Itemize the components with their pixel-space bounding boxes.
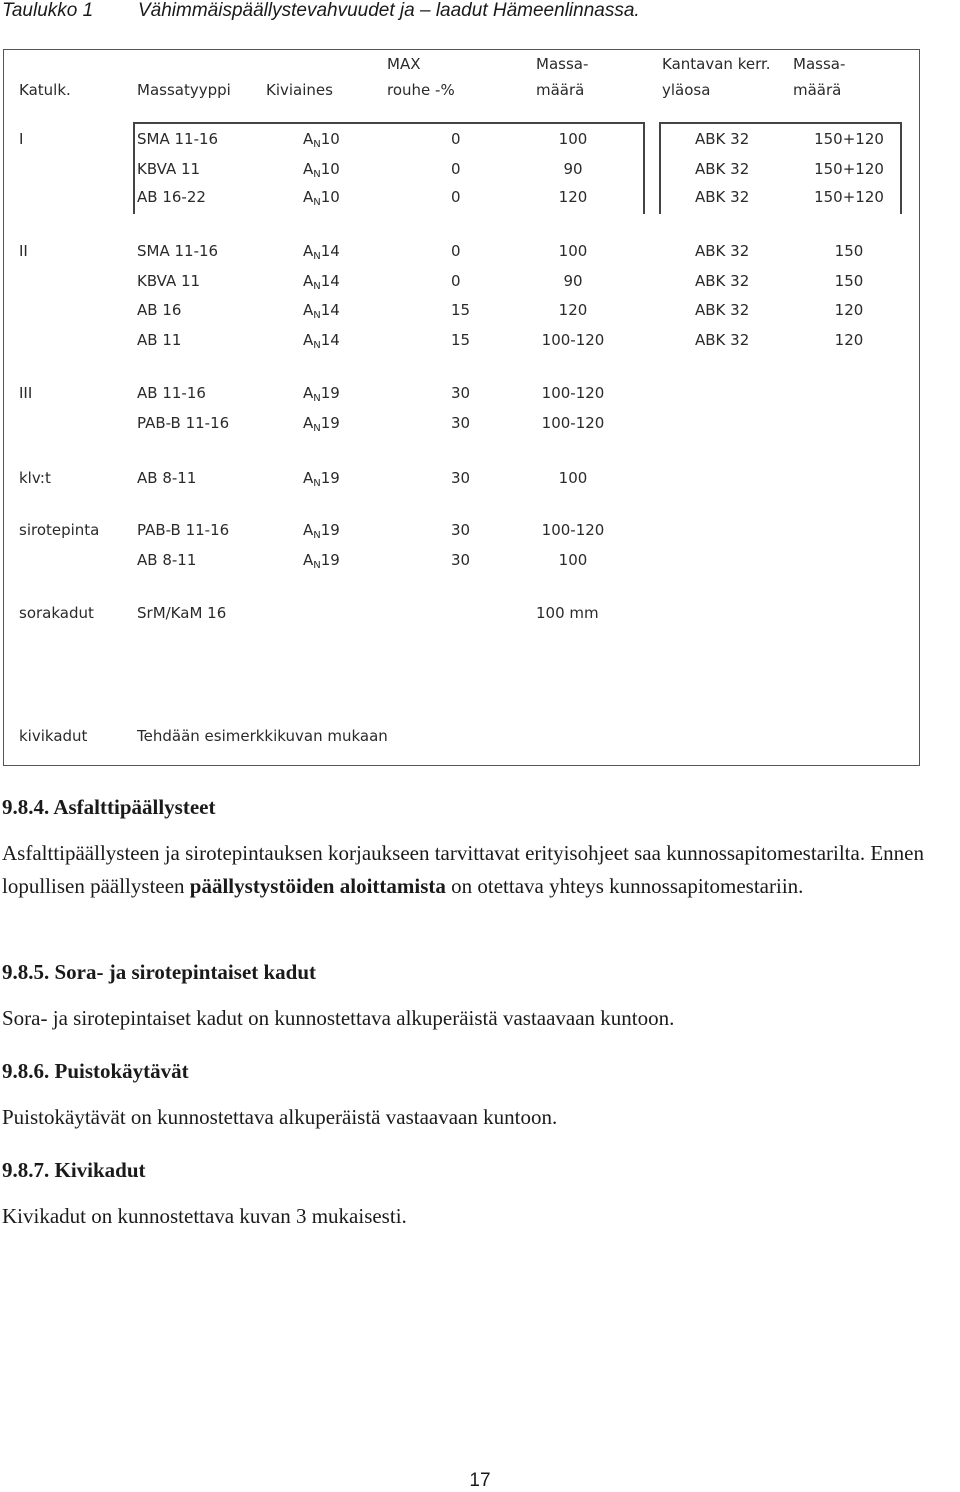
cell-massatyyppi: PAB-B 11-16 [137, 414, 230, 432]
cell-massamaara: 120 [558, 301, 588, 319]
cell-massatyyppi: KBVA 11 [137, 160, 201, 178]
aggregate-letter: A [303, 242, 314, 260]
cell-rouhe: 0 [451, 242, 461, 260]
frame-line [900, 122, 902, 214]
cell-kantava: ABK 32 [695, 242, 750, 260]
cell-rouhe: 0 [451, 272, 461, 290]
cell-kiviaines [303, 469, 340, 487]
page-number: 17 [469, 1470, 491, 1491]
aggregate-number: 19 [320, 414, 340, 432]
header-max-line1: MAX [387, 55, 421, 73]
cell-massamaara: 90 [563, 272, 583, 290]
aggregate-letter: A [303, 551, 314, 569]
cell-massamaara2: 150 [834, 242, 864, 260]
cell-kantava: ABK 32 [695, 188, 750, 206]
section-heading-986: 9.8.6. Puistokäytävät [2, 1059, 189, 1083]
header-kantava-line1: Kantavan kerr. [662, 55, 771, 73]
aggregate-subscript: N [313, 281, 321, 292]
aggregate-number: 19 [320, 384, 340, 402]
aggregate-number: 14 [320, 331, 340, 349]
header-katulk: Katulk. [19, 81, 71, 99]
cell-kiviaines [303, 521, 340, 539]
cell-massatyyppi: SMA 11-16 [137, 242, 219, 260]
cell-rouhe: 30 [451, 414, 471, 432]
cell-massatyyppi: KBVA 11 [137, 272, 201, 290]
cell-massamaara: 100 [558, 242, 588, 260]
cell-massamaara2: 120 [834, 301, 864, 319]
cell-massatyyppi: AB 11-16 [137, 384, 206, 402]
class-label-I: I [19, 130, 24, 148]
cell-massamaara2: 120 [834, 331, 864, 349]
cell-massamaara: 120 [558, 188, 588, 206]
aggregate-number: 10 [320, 160, 340, 178]
frame-line [133, 122, 135, 214]
header-massa-line1: Massa- [536, 55, 589, 73]
aggregate-subscript: N [313, 393, 321, 404]
header-massa-line2: määrä [536, 81, 585, 99]
cell-kantava: ABK 32 [695, 331, 750, 349]
cell-kiviaines [303, 160, 340, 178]
cell-kantava: ABK 32 [695, 130, 750, 148]
caption-title: Vähimmäispäällystevahvuudet ja – laadut Hämeenlinnassa. [138, 0, 640, 21]
aggregate-subscript: N [313, 560, 321, 571]
aggregate-number: 19 [320, 551, 340, 569]
header-kantava-line2: yläosa [662, 81, 711, 99]
aggregate-subscript: N [313, 251, 321, 262]
class-label-sirotepinta: sirotepinta [19, 521, 100, 539]
aggregate-letter: A [303, 188, 314, 206]
cell-rouhe: 30 [451, 551, 471, 569]
cell-rouhe: 0 [451, 160, 461, 178]
aggregate-number: 10 [320, 188, 340, 206]
frame-line [133, 122, 645, 124]
cell-rouhe: 30 [451, 521, 471, 539]
section-heading-984: 9.8.4. Asfalttipäällysteet [2, 795, 216, 819]
cell-kiviaines [303, 331, 340, 349]
class-label-kivikadut: kivikadut [19, 727, 88, 745]
cell-massamaara2: 150+120 [814, 130, 884, 148]
aggregate-subscript: N [313, 423, 321, 434]
frame-line [659, 122, 661, 214]
cell-kantava: ABK 32 [695, 301, 750, 319]
header-massatyyppi: Massatyyppi [137, 81, 231, 99]
class-label-sorakadut: sorakadut [19, 604, 94, 622]
cell-massamaara: 100 [558, 469, 588, 487]
section-paragraph-985: Sora- ja sirotepintaiset kadut on kunnostettava alkuperäistä vastaavaan kuntoon. [2, 1006, 675, 1030]
cell-rouhe: 30 [451, 469, 471, 487]
class-label-III: III [19, 384, 33, 402]
aggregate-letter: A [303, 331, 314, 349]
cell-massamaara: 100-120 [541, 414, 605, 432]
header-massa2-line2: määrä [793, 81, 842, 99]
cell-massatyyppi: AB 16-22 [137, 188, 206, 206]
aggregate-subscript: N [313, 478, 321, 489]
section-heading-987: 9.8.7. Kivikadut [2, 1158, 146, 1182]
section-heading-985: 9.8.5. Sora- ja sirotepintaiset kadut [2, 960, 317, 984]
paragraph-text: Asfalttipäällysteen ja sirotepintauksen korjaukseen tarvittavat erityisohjeet saa kunnossapitomestarilta. Ennen lopullisen päällysteen [2, 841, 924, 898]
caption-number: Taulukko 1 [2, 0, 94, 21]
aggregate-subscript: N [313, 530, 321, 541]
cell-kiviaines [303, 130, 340, 148]
cell-massatyyppi: SMA 11-16 [137, 130, 219, 148]
aggregate-number: 14 [320, 301, 340, 319]
cell-kiviaines [303, 551, 340, 569]
cell-massamaara: 100-120 [541, 384, 605, 402]
aggregate-letter: A [303, 301, 314, 319]
cell-rouhe: 0 [451, 130, 461, 148]
cell-massamaara: 100 [558, 551, 588, 569]
cell-kiviaines [303, 242, 340, 260]
cell-rouhe: 15 [451, 331, 471, 349]
cell-kiviaines [303, 301, 340, 319]
cell-massatyyppi: PAB-B 11-16 [137, 521, 230, 539]
aggregate-letter: A [303, 414, 314, 432]
cell-massatyyppi: AB 8-11 [137, 551, 197, 569]
aggregate-letter: A [303, 521, 314, 539]
aggregate-letter: A [303, 130, 314, 148]
frame-line [659, 122, 902, 124]
header-massa2-line1: Massa- [793, 55, 846, 73]
aggregate-letter: A [303, 160, 314, 178]
section-paragraph-986: Puistokäytävät on kunnostettava alkuperäistä vastaavaan kuntoon. [2, 1105, 558, 1129]
pavement-table-figure [3, 49, 920, 766]
cell-rouhe: 15 [451, 301, 471, 319]
section-paragraph-984 [2, 837, 960, 903]
kivikadut-text: Tehdään esimerkkikuvan mukaan [137, 727, 388, 745]
cell-kiviaines [303, 414, 340, 432]
cell-massamaara2: 150 [834, 272, 864, 290]
aggregate-subscript: N [313, 340, 321, 351]
aggregate-number: 19 [320, 469, 340, 487]
paragraph-text: on otettava yhteys kunnossapitomestariin. [445, 874, 804, 898]
frame-line [643, 122, 645, 214]
aggregate-letter: A [303, 469, 314, 487]
cell-massamaara: 90 [563, 160, 583, 178]
cell-rouhe: 30 [451, 384, 471, 402]
cell-kantava: ABK 32 [695, 160, 750, 178]
aggregate-number: 14 [320, 272, 340, 290]
aggregate-number: 10 [320, 130, 340, 148]
cell-kantava: ABK 32 [695, 272, 750, 290]
aggregate-number: 14 [320, 242, 340, 260]
cell-kiviaines [303, 384, 340, 402]
table-caption [2, 0, 640, 22]
class-label-II: II [19, 242, 28, 260]
aggregate-letter: A [303, 384, 314, 402]
cell-kiviaines [303, 272, 340, 290]
cell-massamaara: 100-120 [541, 331, 605, 349]
cell-massatyyppi: AB 11 [137, 331, 182, 349]
header-kiviaines: Kiviaines [266, 81, 333, 99]
class-label-klv: klv:t [19, 469, 51, 487]
section-paragraph-987: Kivikadut on kunnostettava kuvan 3 mukaisesti. [2, 1204, 407, 1228]
cell-massatyyppi: AB 8-11 [137, 469, 197, 487]
sorakadut-maara: 100 mm [536, 604, 599, 622]
aggregate-subscript: N [313, 169, 321, 180]
cell-massamaara2: 150+120 [814, 188, 884, 206]
aggregate-subscript: N [313, 310, 321, 321]
sorakadut-massa: SrM/KaM 16 [137, 604, 227, 622]
cell-massamaara2: 150+120 [814, 160, 884, 178]
paragraph-bold-text: päällystystöiden aloittamista [189, 874, 446, 898]
cell-massatyyppi: AB 16 [137, 301, 182, 319]
aggregate-letter: A [303, 272, 314, 290]
aggregate-subscript: N [313, 197, 321, 208]
cell-massamaara: 100-120 [541, 521, 605, 539]
cell-kiviaines [303, 188, 340, 206]
aggregate-subscript: N [313, 139, 321, 150]
aggregate-number: 19 [320, 521, 340, 539]
cell-rouhe: 0 [451, 188, 461, 206]
cell-massamaara: 100 [558, 130, 588, 148]
header-max-line2: rouhe -% [387, 81, 455, 99]
